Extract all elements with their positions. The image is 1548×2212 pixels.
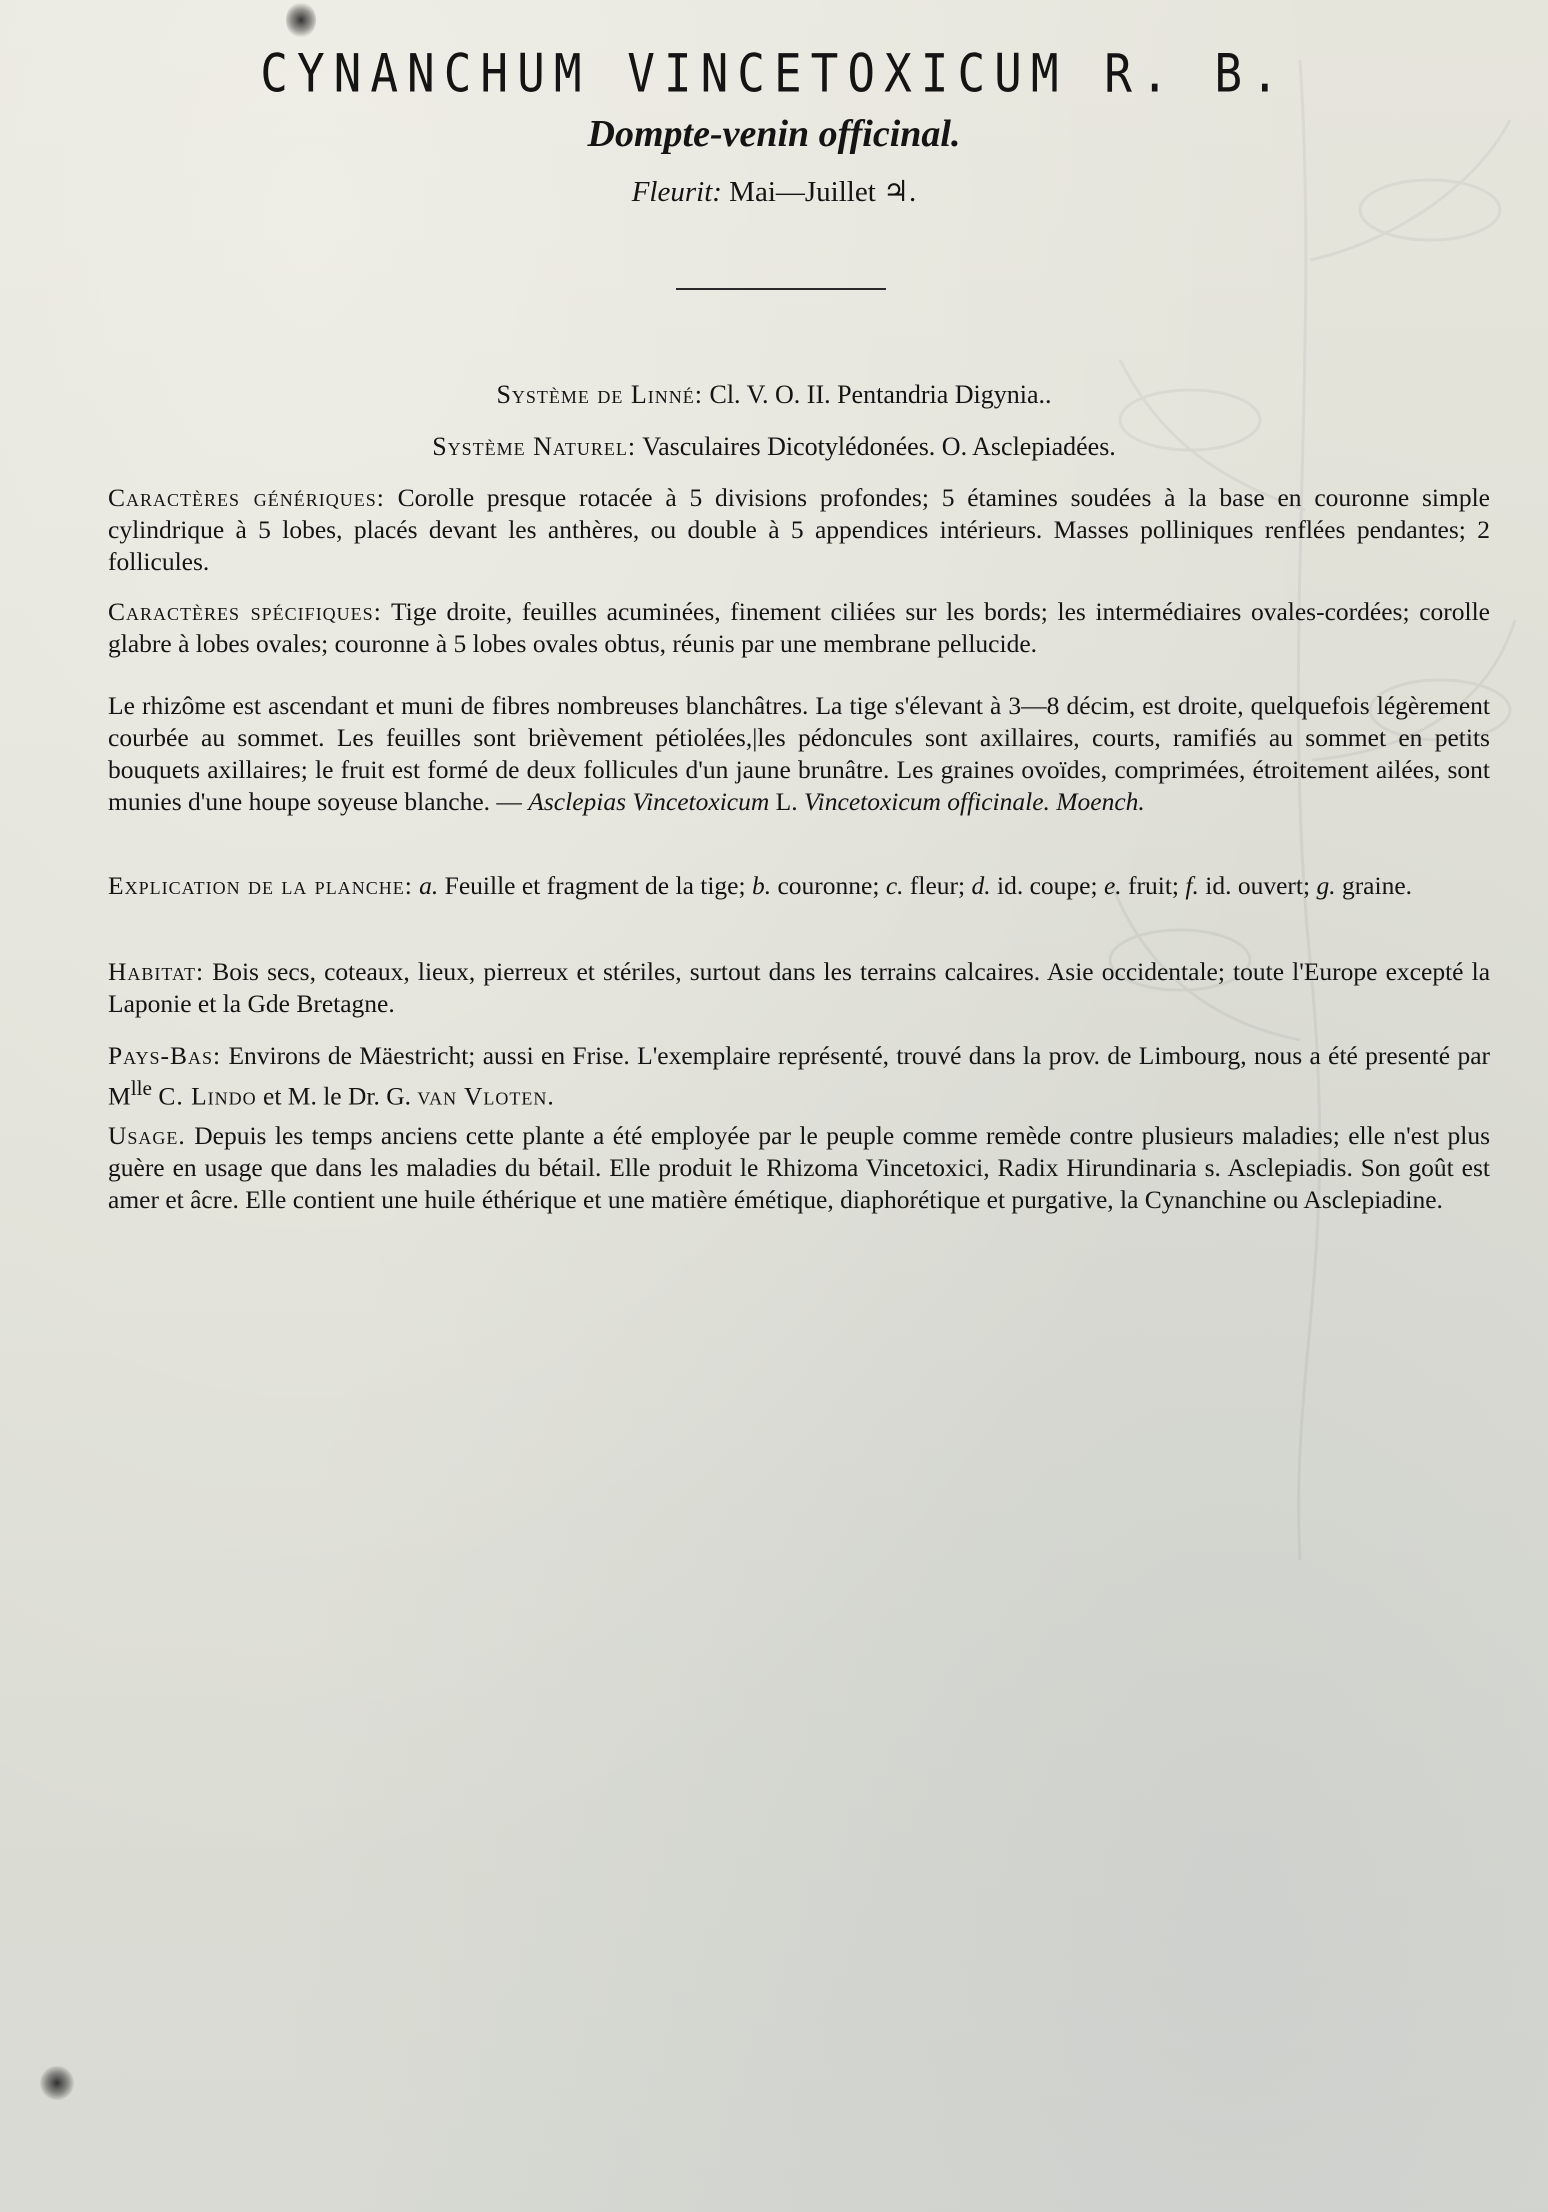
linnaeus-system <box>0 380 1548 410</box>
synonym-2: Vincetoxicum officinale. Moench. <box>803 787 1145 816</box>
plate-explanation <box>108 870 1490 902</box>
generic-characters <box>108 482 1490 578</box>
netherlands-text: Environs de Mäestricht; aussi en Frise. L'exemplaire représenté, trouvé dans la prov. de Limbourg, nous a été presenté par M <box>108 1041 1491 1111</box>
plate-item: id. ouvert; <box>1205 871 1311 900</box>
person-name: C. Lindo <box>158 1081 257 1111</box>
flowering-period <box>0 174 1548 209</box>
plate-key: e. <box>1103 871 1122 900</box>
habitat <box>108 956 1490 1020</box>
plate-key: g. <box>1316 871 1336 900</box>
synonym-1: Asclepias Vincetoxicum <box>528 787 770 816</box>
plate-key: a. <box>419 871 439 900</box>
plate-key: d. <box>971 871 991 900</box>
plate-item: couronne; <box>777 871 880 900</box>
specific-characters-label: Caractères spécifiques: <box>108 597 382 626</box>
plate-item: graine. <box>1341 871 1413 900</box>
synonym-1-author: L. <box>775 787 798 816</box>
plate-key: c. <box>885 871 904 900</box>
usage-text: Depuis les temps anciens cette plante a été employée par le peuple comme remède contre plusieurs maladies; elle n'est plus guère en usage que dans les maladies du bétail. Elle produit le Rhizoma Vincetoxici, Radix Hirundinaria s. Asclepiadis. Son goût est amer et âcre. Elle contient une huile éthérique et une matière émétique, diaphorétique et purgative, la Cynanchine ou Asclepiadine. <box>108 1121 1491 1214</box>
plate-item: id. coupe; <box>997 871 1098 900</box>
flowering-value: Mai—Juillet ♃. <box>729 176 917 208</box>
plate-key: b. <box>751 871 772 900</box>
usage <box>108 1120 1490 1216</box>
natural-system <box>0 432 1548 462</box>
page-title: CYNANCHUM VINCETOXICUM R. B. <box>260 42 1288 105</box>
mlle-superscript: lle <box>130 1076 152 1100</box>
description <box>108 690 1490 818</box>
plate-item: Feuille et fragment de la tige; <box>444 871 746 900</box>
description-text: Le rhizôme est ascendant et muni de fibres nombreuses blanchâtres. La tige s'élevant à 3—8 décim, est droite, quelquefois légèrement courbée au sommet. Les feuilles sont brièvement pétiolées,|les pédoncules sont axillaires, courts, ramifiés au sommet en petits bouquets axillaires; le fruit est formé de deux follicules d'un jaune brunâtre. Les graines ovoïdes, comprimées, étroitement ailées, sont munies d'une houpe soyeuse blanche. — <box>108 691 1490 816</box>
habitat-text: Bois secs, coteaux, lieux, pierreux et stériles, surtout dans les terrains calcaires. Asie occidentale; toute l'Europe excepté la Laponie et la Gde Bretagne. <box>108 957 1491 1018</box>
page-subtitle: Dompte-venin officinal. <box>587 113 961 155</box>
plate-item: fruit; <box>1128 871 1180 900</box>
specific-characters <box>108 596 1490 660</box>
generic-characters-text: Corolle presque rotacée à 5 divisions profondes; 5 étamines soudées à la base en couronne simple cylindrique à 5 lobes, placés devant les anthères, ou double à 5 appendices intérieurs. Masses polliniques renflées pendantes; 2 follicules. <box>108 483 1490 576</box>
generic-characters-label: Caractères génériques: <box>108 483 385 512</box>
netherlands-label: Pays-Bas: <box>108 1041 222 1070</box>
natural-system-label: Système Naturel: <box>432 432 637 461</box>
plate-key: f. <box>1185 871 1199 900</box>
netherlands <box>108 1040 1490 1113</box>
specific-characters-text: Tige droite, feuilles acuminées, finement ciliées sur les bords; les intermédiaires ovales-cordées; corolle glabre à lobes ovales; couronne à 5 lobes ovales obtus, réunis par une membrane pellucide. <box>108 597 1490 658</box>
linnaeus-text: Cl. V. O. II. Pentandria Digynia.. <box>709 380 1052 409</box>
usage-label: Usage. <box>108 1121 186 1150</box>
person-name: van Vloten. <box>417 1081 555 1111</box>
title-divider <box>676 288 886 290</box>
plate-item: fleur; <box>909 871 966 900</box>
ink-spot <box>40 2066 74 2100</box>
linnaeus-label: Système de Linné: <box>496 380 703 409</box>
netherlands-text-2: et M. le Dr. G. <box>263 1081 412 1111</box>
habitat-label: Habitat: <box>108 957 205 986</box>
flowering-label: Fleurit: <box>631 176 722 208</box>
ink-spot <box>286 2 316 38</box>
natural-system-text: Vasculaires Dicotylédonées. O. Asclepiadées. <box>642 432 1116 461</box>
plate-explanation-label: Explication de la planche: <box>108 871 413 900</box>
